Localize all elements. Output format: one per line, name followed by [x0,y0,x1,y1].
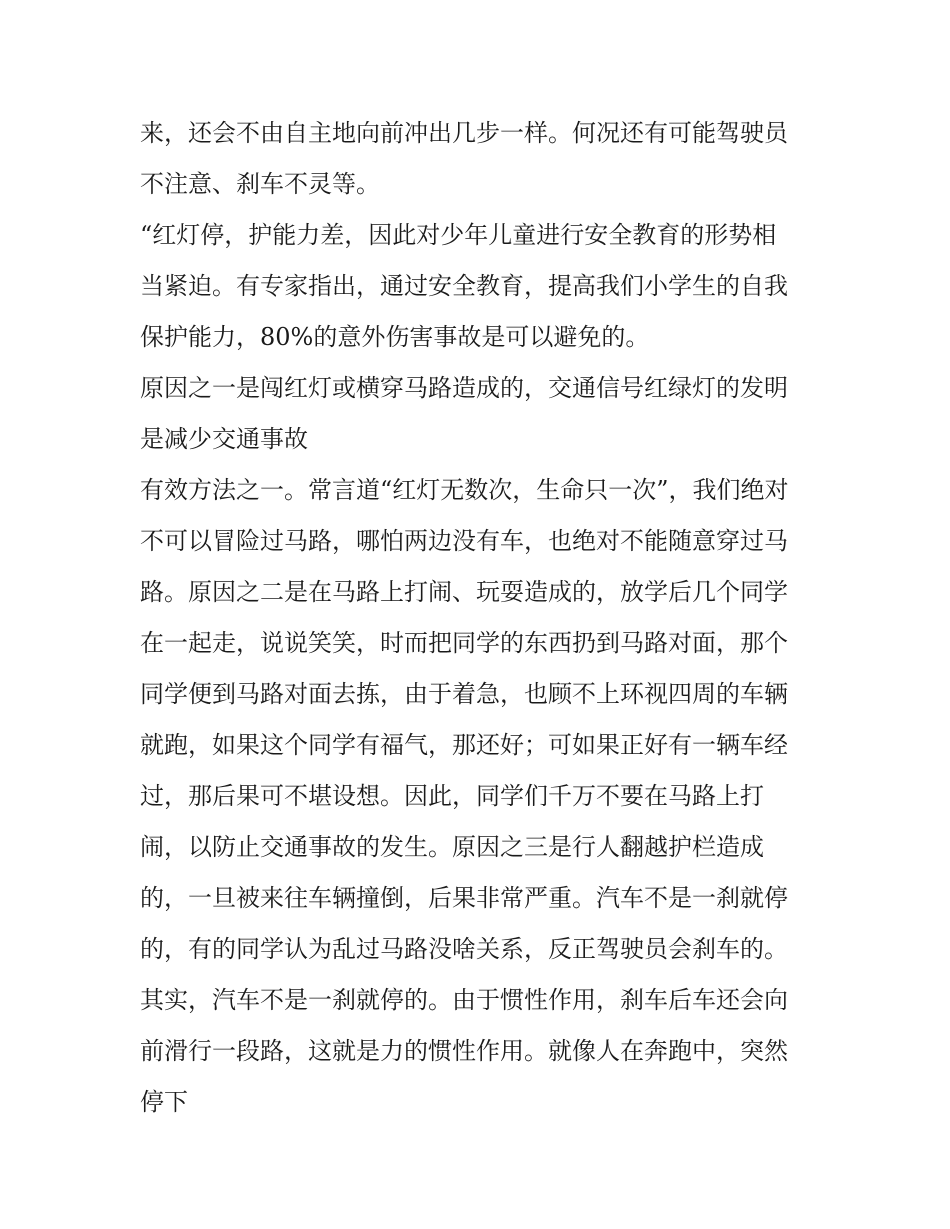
text-line: 过，那后果可不堪设想。因此，同学们千万不要在马路上打 [140,782,764,810]
text-line: 当紧迫。有专家指出，通过安全教育，提高我们小学生的自我 [140,272,788,300]
text-line: “红灯停，护能力差，因此对少年儿童进行安全教育的形势相 [140,221,777,249]
text-line: 停下 [140,1088,188,1116]
text-line: 其实，汽车不是一刹就停的。由于惯性作用，刹车后车还会向 [140,986,788,1014]
text-line: 原因之一是闯红灯或横穿马路造成的，交通信号红绿灯的发明 [140,374,788,402]
text-line: 就跑，如果这个同学有福气，那还好；可如果正好有一辆车经 [140,731,788,759]
text-line: 在一起走，说说笑笑，时而把同学的东西扔到马路对面，那个 [140,629,788,657]
text-line: 闹，以防止交通事故的发生。原因之三是行人翻越护栏造成 [140,833,764,861]
text-line: 不可以冒险过马路，哪怕两边没有车，也绝对不能随意穿过马 [140,527,788,555]
text-line: 保护能力，80%的意外伤害事故是可以避免的。 [140,323,650,351]
text-line: 的，有的同学认为乱过马路没啥关系，反正驾驶员会刹车的。 [140,935,788,963]
text-line: 的，一旦被来往车辆撞倒，后果非常严重。汽车不是一刹就停 [140,884,788,912]
text-line: 前滑行一段路，这就是力的惯性作用。就像人在奔跑中，突然 [140,1037,788,1065]
text-line: 路。原因之二是在马路上打闹、玩耍造成的，放学后几个同学 [140,578,788,606]
text-line: 来，还会不由自主地向前冲出几步一样。何况还有可能驾驶员 [140,119,788,147]
text-line: 不注意、刹车不灵等。 [140,170,380,198]
text-line: 同学便到马路对面去拣，由于着急，也顾不上环视四周的车辆 [140,680,788,708]
text-line: 有效方法之一。常言道“红灯无数次，生命只一次”，我们绝对 [140,476,789,504]
document-text [140,108,812,1128]
text-line: 是减少交通事故 [140,425,308,453]
